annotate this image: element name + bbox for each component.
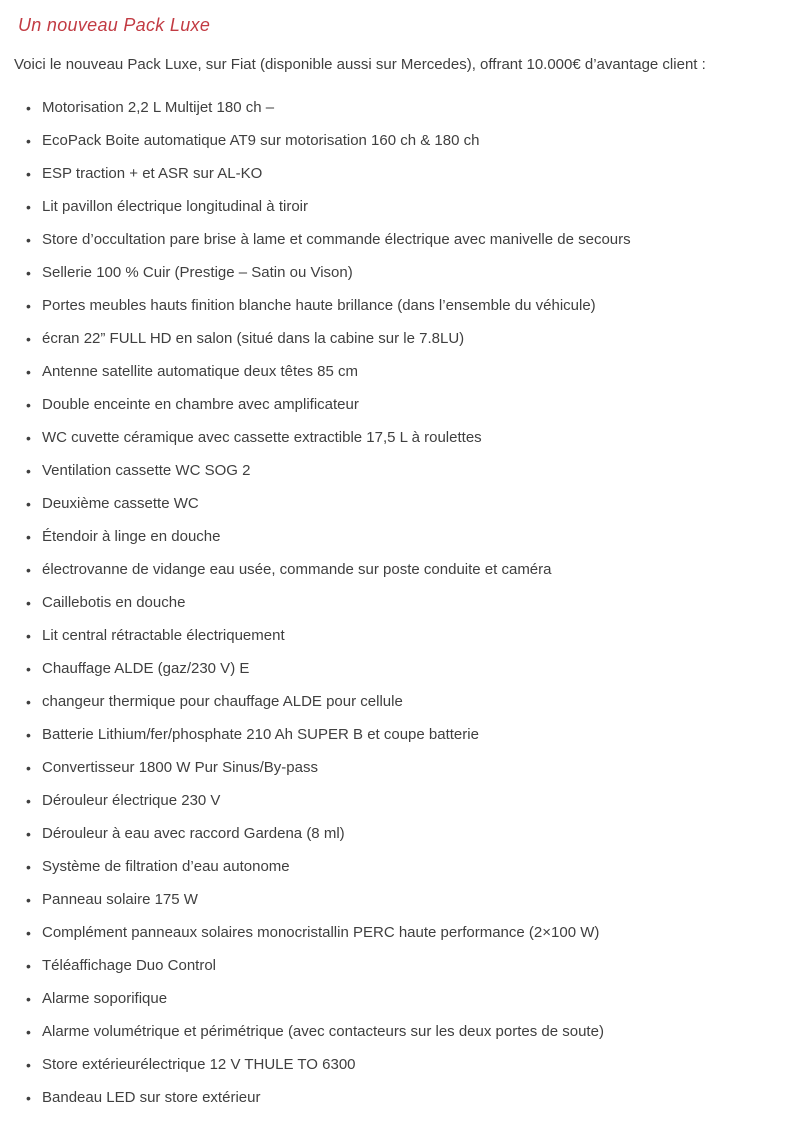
list-item-text: EcoPack Boite automatique AT9 sur motorisation 160 ch & 180 ch (42, 132, 480, 149)
bullet-icon: • (26, 826, 31, 842)
list-item (26, 133, 797, 149)
list-item-text: Double enceinte en chambre avec amplificateur (42, 396, 359, 413)
bullet-icon: • (26, 859, 31, 875)
bullet-icon: • (26, 430, 31, 446)
list-item (26, 991, 797, 1007)
list-item (26, 661, 797, 677)
page-title: Un nouveau Pack Luxe (18, 15, 211, 35)
list-item (26, 694, 797, 710)
bullet-icon: • (26, 463, 31, 479)
bullet-icon: • (26, 331, 31, 347)
bullet-icon: • (26, 1024, 31, 1040)
bullet-icon: • (26, 595, 31, 611)
bullet-icon: • (26, 727, 31, 743)
list-item (26, 892, 797, 908)
list-item-text: Motorisation 2,2 L Multijet 180 ch – (42, 99, 275, 116)
bullet-icon: • (26, 199, 31, 215)
list-item-text: électrovanne de vidange eau usée, commande sur poste conduite et caméra (42, 561, 552, 578)
list-item (26, 793, 797, 809)
intro-paragraph: Voici le nouveau Pack Luxe, sur Fiat (disponible aussi sur Mercedes), offrant 10.000€ d’avantage client : (14, 56, 706, 73)
list-item-text: Deuxième cassette WC (42, 495, 199, 512)
bullet-icon: • (26, 496, 31, 512)
list-item (26, 727, 797, 743)
list-item (26, 859, 797, 875)
list-item (26, 199, 797, 215)
list-item-text: Portes meubles hauts finition blanche haute brillance (dans l’ensemble du véhicule) (42, 297, 596, 314)
bullet-icon: • (26, 1057, 31, 1073)
list-item (26, 1057, 797, 1073)
list-item (26, 232, 797, 248)
list-item (26, 166, 797, 182)
list-item (26, 265, 797, 281)
list-item-text: Store extérieurélectrique 12 V THULE TO 6300 (42, 1056, 356, 1073)
list-item-text: changeur thermique pour chauffage ALDE pour cellule (42, 693, 403, 710)
list-item (26, 430, 797, 446)
list-item (26, 925, 797, 941)
list-item (26, 958, 797, 974)
list-item-text: écran 22” FULL HD en salon (situé dans la cabine sur le 7.8LU) (42, 330, 465, 347)
list-item (26, 562, 797, 578)
list-item (26, 100, 797, 116)
list-item-text: Dérouleur électrique 230 V (42, 792, 221, 809)
bullet-icon: • (26, 133, 31, 149)
list-item (26, 826, 797, 842)
bullet-icon: • (26, 892, 31, 908)
list-item (26, 331, 797, 347)
bullet-icon: • (26, 529, 31, 545)
list-item-text: Alarme volumétrique et périmétrique (avec contacteurs sur les deux portes de soute) (42, 1023, 604, 1040)
list-item-text: Alarme soporifique (42, 990, 168, 1007)
list-item (26, 496, 797, 512)
bullet-icon: • (26, 265, 31, 281)
bullet-icon: • (26, 298, 31, 314)
list-item-text: ESP traction + et ASR sur AL-KO (42, 165, 263, 182)
list-item (26, 397, 797, 413)
list-item-text: Lit pavillon électrique longitudinal à tiroir (42, 198, 308, 215)
list-item-text: Convertisseur 1800 W Pur Sinus/By-pass (42, 759, 318, 776)
list-item (26, 463, 797, 479)
list-item-text: Dérouleur à eau avec raccord Gardena (8 ml) (42, 825, 345, 842)
list-item (26, 298, 797, 314)
bullet-icon: • (26, 232, 31, 248)
list-item (26, 529, 797, 545)
bullet-icon: • (26, 991, 31, 1007)
bullet-icon: • (26, 661, 31, 677)
bullet-icon: • (26, 364, 31, 380)
list-item (26, 760, 797, 776)
list-item (26, 628, 797, 644)
list-item-text: Lit central rétractable électriquement (42, 627, 285, 644)
bullet-icon: • (26, 793, 31, 809)
bullet-icon: • (26, 1090, 31, 1106)
list-item-text: WC cuvette céramique avec cassette extractible 17,5 L à roulettes (42, 429, 482, 446)
list-item (26, 364, 797, 380)
list-item-text: Store d’occultation pare brise à lame et commande électrique avec manivelle de secours (42, 231, 631, 248)
list-item-text: Sellerie 100 % Cuir (Prestige – Satin ou Vison) (42, 264, 353, 281)
list-item-text: Complément panneaux solaires monocristallin PERC haute performance (2×100 W) (42, 924, 600, 941)
bullet-icon: • (26, 397, 31, 413)
bullet-icon: • (26, 100, 31, 116)
bullet-icon: • (26, 562, 31, 578)
bullet-icon: • (26, 166, 31, 182)
bullet-icon: • (26, 760, 31, 776)
bullet-icon: • (26, 694, 31, 710)
list-item-text: Bandeau LED sur store extérieur (42, 1089, 261, 1106)
list-item (26, 1090, 797, 1106)
list-item (26, 595, 797, 611)
list-item-text: Antenne satellite automatique deux têtes 85 cm (42, 363, 359, 380)
list-item-text: Téléaffichage Duo Control (42, 957, 216, 974)
list-item (26, 1024, 797, 1040)
list-item-text: Chauffage ALDE (gaz/230 V) E (42, 660, 250, 677)
bullet-icon: • (26, 925, 31, 941)
list-item-text: Caillebotis en douche (42, 594, 186, 611)
list-item-text: Ventilation cassette WC SOG 2 (42, 462, 251, 479)
list-item-text: Système de filtration d’eau autonome (42, 858, 290, 875)
bullet-icon: • (26, 628, 31, 644)
list-item-text: Batterie Lithium/fer/phosphate 210 Ah SUPER B et coupe batterie (42, 726, 479, 743)
list-item-text: Panneau solaire 175 W (42, 891, 198, 908)
list-item-text: Étendoir à linge en douche (42, 528, 221, 545)
bullet-icon: • (26, 958, 31, 974)
feature-list (0, 100, 797, 1106)
